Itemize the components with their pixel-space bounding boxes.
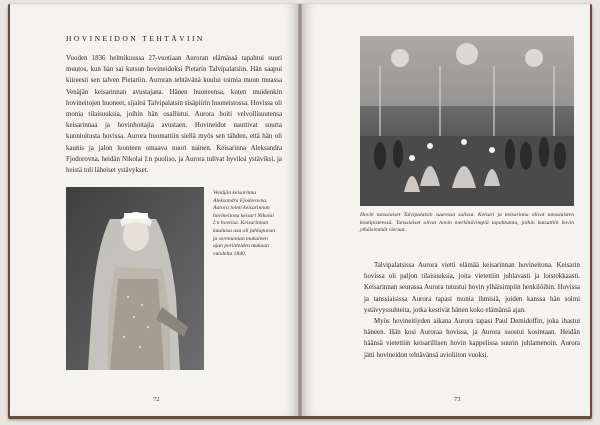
paragraph: Talvipalatsissa Aurora vietti elämää keisarinnan hovineitona. Keisarin hovissa oli paljon tilaisuuksia, joita vietettiin juhlavasti ja loistokkaasti. Keisarinnan seurassa Aurora tutustui hovin ylhäisimpiin henkilöihin. Hovissa ja tanssiaisissa Aurora tapasi monia ihmisiä, joiden kanssa hän solmi ystävyyssuhteita, jotka kestivät hänen koko elämänsä ajan. (364, 262, 580, 314)
book-spread (8, 4, 592, 419)
running-head: HOVINEIDON TEHTÄVIIN (66, 34, 205, 43)
ballroom-photo-graphic (360, 36, 574, 206)
page-number: 72 (153, 396, 160, 403)
left-page (10, 4, 298, 416)
paragraph: Myös hovineitiyden aikana Aurora tapasi Paul Demidoffin, joka ihastui häneen. Hän kosi Auroraa hovissa, ja Aurora suostui kosintaan. Heidän häänsä vietettiin keisarillisen hovin kappelissa suurin juhlamenoin. Aurora jätti hovineidon tehtävänsä avioliiton vuoksi. (364, 318, 580, 359)
left-body-text: Vuoden 1836 helmikuussa 27-vuotiaan Auroran elämässä tapahtui suuri muutos, kun hän sai kutsun hovineidoksi Pietarin Talvipalatsiin. Hän saapui kiireesti sen talven Pietariin. Auroran tehtävänä kuului toimia muun muassa Venäjän keisarinnan avustajana. Hänen huoneensa, kuten muidenkin hovineitojen huoneet, sijaitsi Talvipalatsin sisäpiirin huoneistossa. Hovissa oli monia tilaisuuksia, joihin hän osallistui. Aurora hoiti velvollisuutensa keisarinnaa ja hovinhoitajia avustaen. Hovineidot nauttivat suurta kunnioitusta hovissa. Aurora huomattiin siellä myös sen tähden, että hän oli kaunis ja jalon luonteen omaava nuori nainen. Keisarinna Aleksandra Fjodorovna, heidän Nikolai I:n puoliso, ja Aurora tulivat hyviksi ystäviksi, ja heistä tuli läheiset ystävykset. (66, 55, 282, 175)
portrait-photo-graphic (66, 187, 204, 370)
page-number: 73 (454, 396, 461, 403)
portrait-caption: Venäjän keisarinna Aleksandra Fjodorovna. Aurora toimi keisarinnan hovineitona keisari Nikolai I:n hovissa. Keisarinnan kuuluisa asu oli juhlapuvun ja seremonian mukainen ajan perinteiden mukaan vuodelta 1840. (213, 190, 275, 257)
ballroom-caption: Hovin tanssiaiset Talvipalatsin suuressa salissa. Keisari ja keisarinna olivat tanssiaisten keskipisteessä. Tanssiaiset olivat hovin merkittävimpiä tapahtumia, joihin kutsuttiin hovin ylhäisimmät vieraat. (360, 212, 574, 234)
portrait-photo (66, 187, 204, 370)
ballroom-photo (360, 36, 574, 206)
right-page (302, 4, 590, 416)
right-body-text (364, 260, 580, 361)
